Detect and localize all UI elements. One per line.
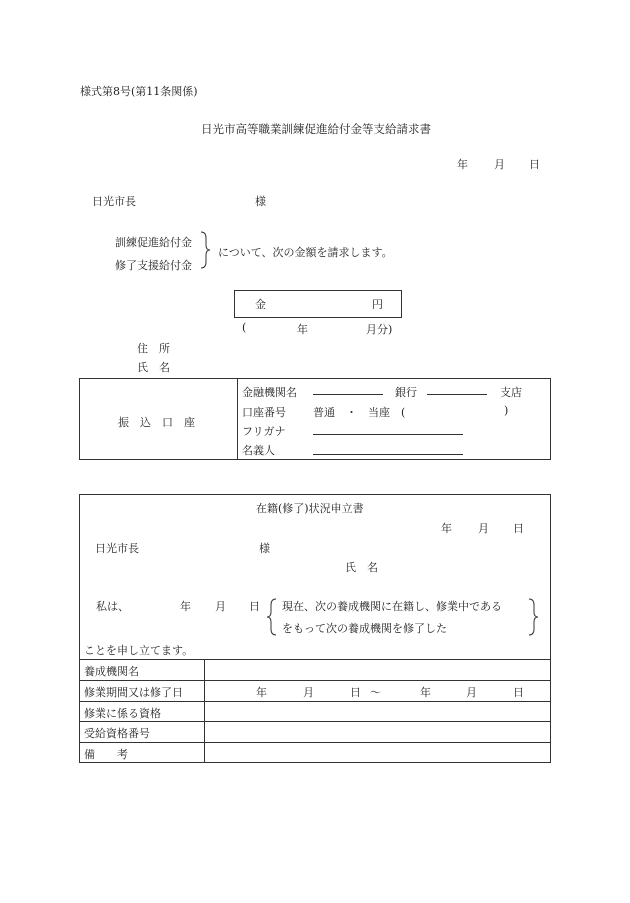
- left-brace-icon: [266, 597, 278, 637]
- institution-input-line[interactable]: [313, 394, 383, 395]
- right-brace-icon: [527, 597, 539, 637]
- bank-suffix: 銀行: [395, 386, 417, 399]
- statement-date-year: 年: [441, 522, 452, 535]
- account-types[interactable]: 普通 ・ 当座 (: [313, 406, 406, 419]
- statement-title: 在籍(修了)状況申立書: [256, 502, 364, 515]
- holder-label: 名義人: [242, 444, 275, 457]
- date-year-label: 年: [457, 158, 468, 171]
- statement-closing: ことを申し立てます。: [84, 644, 194, 657]
- amount-unit: 円: [372, 298, 383, 311]
- statement-i-prefix: 私は、: [96, 600, 129, 613]
- row-label-institution: 養成機関名: [84, 665, 139, 678]
- row-label-qualification: 修業に係る資格: [84, 707, 161, 720]
- table-rule: [79, 721, 551, 722]
- period-tilde: ～: [370, 686, 381, 699]
- address-label: 住 所: [137, 342, 170, 355]
- statement-year: 年: [180, 600, 191, 613]
- period-year: 年: [297, 323, 308, 336]
- statement-honorific: 様: [259, 542, 270, 555]
- statement-option-2: をもって次の養成機関を修了した: [282, 622, 447, 635]
- statement-date-day: 日: [513, 522, 524, 535]
- account-close: ): [504, 404, 509, 417]
- table-rule: [79, 659, 551, 660]
- holder-input-line[interactable]: [313, 454, 463, 455]
- period-month-1: 月: [303, 686, 314, 699]
- bank-table-divider: [237, 378, 238, 460]
- addressee-honorific: 様: [255, 195, 266, 208]
- period-month-close: 月分): [366, 323, 393, 336]
- table-rule: [79, 701, 551, 702]
- statement-date-month: 月: [478, 522, 489, 535]
- statement-name-label: 氏 名: [345, 561, 378, 574]
- page-title: 日光市高等職業訓練促進給付金等支給請求書: [201, 122, 431, 136]
- amount-label: 金: [255, 298, 266, 311]
- statement-day: 日: [249, 600, 260, 613]
- table-rule: [79, 680, 551, 681]
- bank-section-label: 振 込 口 座: [118, 416, 195, 429]
- statement-month: 月: [215, 600, 226, 613]
- date-day-label: 日: [529, 158, 540, 171]
- row-label-remarks: 備 考: [84, 748, 128, 761]
- request-option-2: 修了支援給付金: [115, 259, 192, 272]
- period-day-1: 日: [350, 686, 361, 699]
- account-label: 口座番号: [242, 406, 286, 419]
- period-year-1: 年: [256, 686, 267, 699]
- branch-suffix: 支店: [500, 386, 522, 399]
- row-label-eligibility-number: 受給資格番号: [84, 727, 150, 740]
- table-rule: [79, 742, 551, 743]
- right-brace-icon: [199, 230, 211, 270]
- period-month-2: 月: [466, 686, 477, 699]
- request-text: について、次の金額を請求します。: [218, 246, 393, 259]
- table-column-divider: [204, 659, 205, 763]
- period-year-2: 年: [420, 686, 431, 699]
- branch-input-line[interactable]: [427, 394, 487, 395]
- statement-addressee: 日光市長: [95, 542, 139, 555]
- row-label-period: 修業期間又は修了日: [84, 686, 183, 699]
- applicant-name-label: 氏 名: [137, 361, 170, 374]
- institution-label: 金融機関名: [242, 386, 297, 399]
- period-open: (: [242, 321, 247, 334]
- request-option-1: 訓練促進給付金: [115, 236, 192, 249]
- statement-option-1: 現在、次の養成機関に在籍し、修業中である: [282, 600, 502, 613]
- addressee-name: 日光市長: [92, 195, 136, 208]
- form-number: 様式第8号(第11条関係): [80, 85, 198, 98]
- furigana-input-line[interactable]: [313, 434, 463, 435]
- period-day-2: 日: [513, 686, 524, 699]
- date-month-label: 月: [494, 158, 505, 171]
- furigana-label: フリガナ: [242, 425, 286, 438]
